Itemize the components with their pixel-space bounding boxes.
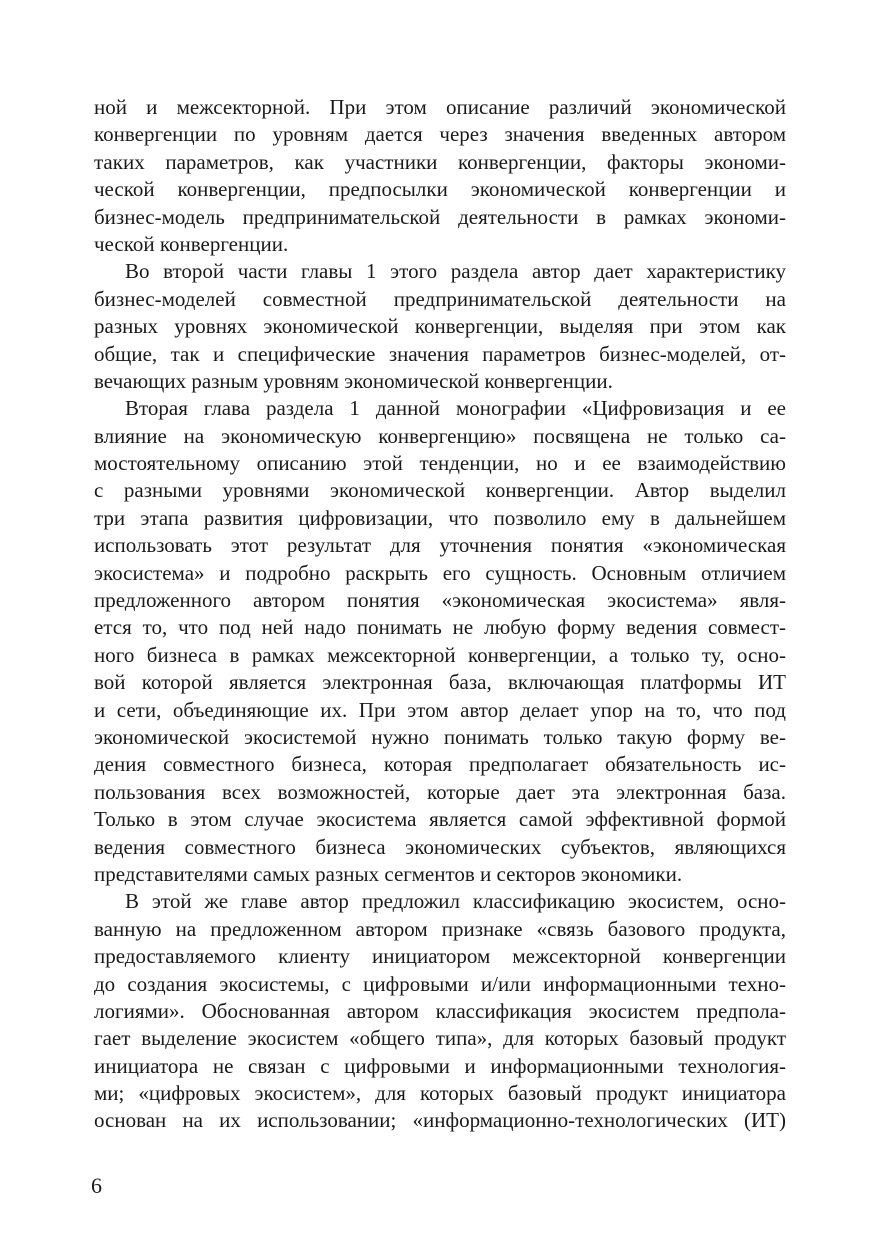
text-line: гает выделение экосистем «общего типа», для которых базовый продукт xyxy=(94,1026,786,1051)
text-line: три этапа развития цифровизации, что позволило ему в дальнейшем xyxy=(94,505,786,530)
text-line: и сети, объединяющие их. При этом автор делает упор на то, что под xyxy=(94,697,786,722)
text-line: вечающих разным уровням экономической конвергенции. xyxy=(94,368,613,393)
text-line: предложенного автором понятия «экономическая экосистема» явля- xyxy=(94,588,786,613)
text-line: мостоятельному описанию этой тенденции, но и ее взаимодействию xyxy=(94,451,786,476)
text-line: экосистема» и подробно раскрыть его сущность. Основным отличием xyxy=(94,560,786,585)
paragraph xyxy=(94,888,786,1135)
text-line: ного бизнеса в рамках межсекторной конвергенции, а только ту, осно- xyxy=(94,642,786,667)
text-line: экономической экосистемой нужно понимать только такую форму ве- xyxy=(94,724,786,749)
text-line: ческой конвергенции, предпосылки экономической конвергенции и xyxy=(94,177,786,202)
text-line: ванную на предложенном автором признаке «связь базового продукта, xyxy=(94,916,786,941)
text-line: ется то, что под ней надо понимать не любую форму ведения совмест- xyxy=(94,615,786,640)
text-line: общие, так и специфические значения параметров бизнес-моделей, от- xyxy=(94,341,786,366)
text-line: вой которой является электронная база, включающая платформы ИТ xyxy=(94,670,786,695)
text-line: дения совместного бизнеса, которая предполагает обязательность ис- xyxy=(94,752,786,777)
text-line: влияние на экономическую конвергенцию» посвящена не только са- xyxy=(94,423,786,448)
text-line: Во второй части главы 1 этого раздела автор дает характеристику xyxy=(125,259,786,284)
text-line: разных уровнях экономической конвергенции, выделяя при этом как xyxy=(94,314,786,339)
text-line: до создания экосистемы, с цифровыми и/или информационными техно- xyxy=(94,971,786,996)
text-line: В этой же главе автор предложил классификацию экосистем, осно- xyxy=(125,889,786,914)
text-line: инициатора не связан с цифровыми и информационными технология- xyxy=(94,1053,786,1078)
paragraph xyxy=(94,94,786,258)
text-line: логиями». Обоснованная автором классификация экосистем предпола- xyxy=(94,998,786,1023)
text-line: ми; «цифровых экосистем», для которых базовый продукт инициатора xyxy=(94,1081,786,1106)
text-line: бизнес-моделей совместной предпринимательской деятельности на xyxy=(94,286,786,311)
text-line: конвергенции по уровням дается через значения введенных автором xyxy=(94,122,786,147)
text-line: ведения совместного бизнеса экономических субъектов, являющихся xyxy=(94,834,786,859)
text-line: основан на их использовании; «информационно-технологических (ИТ) xyxy=(94,1108,786,1133)
body-text xyxy=(94,94,786,1135)
text-line: Вторая глава раздела 1 данной монографии «Цифровизация и ее xyxy=(125,396,786,421)
text-line: ческой конвергенции. xyxy=(94,231,289,256)
text-line: таких параметров, как участники конвергенции, факторы экономи- xyxy=(94,149,786,174)
text-line: предоставляемого клиенту инициатором межсекторной конвергенции xyxy=(94,944,786,969)
text-line: с разными уровнями экономической конвергенции. Автор выделил xyxy=(94,478,786,503)
page-number: 6 xyxy=(91,1173,102,1198)
text-line: представителями самых разных сегментов и секторов экономики. xyxy=(94,861,683,886)
paragraph xyxy=(94,258,786,395)
paragraph xyxy=(94,395,786,888)
text-line: бизнес-модель предпринимательской деятельности в рамках экономи- xyxy=(94,204,786,229)
text-line: пользования всех возможностей, которые дает эта электронная база. xyxy=(94,779,786,804)
text-line: ной и межсекторной. При этом описание различий экономической xyxy=(94,95,786,119)
text-line: Только в этом случае экосистема является самой эффективной формой xyxy=(94,807,786,832)
text-line: использовать этот результат для уточнения понятия «экономическая xyxy=(94,533,786,558)
